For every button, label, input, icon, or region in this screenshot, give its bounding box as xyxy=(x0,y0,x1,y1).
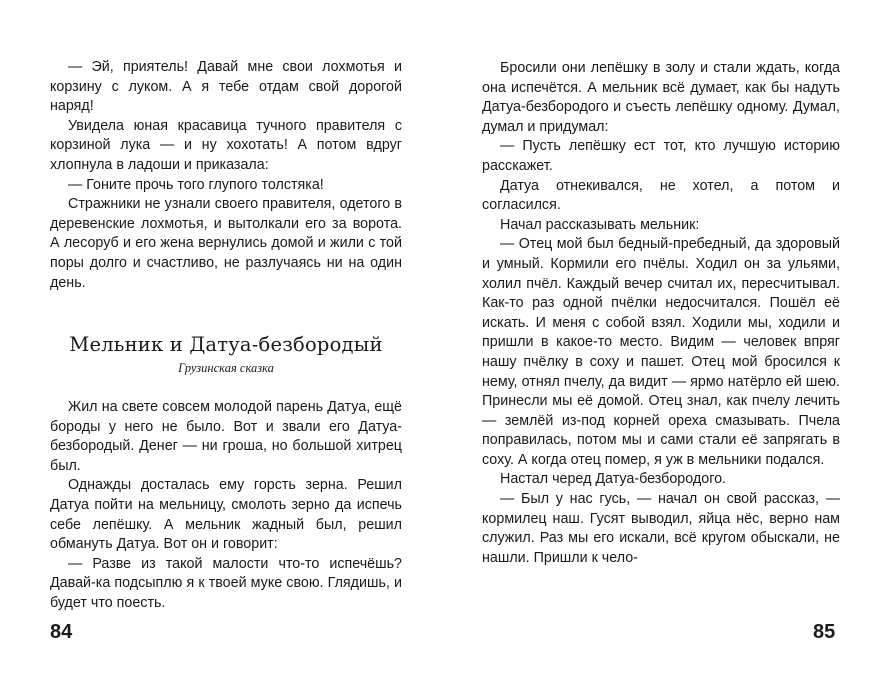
story-subtitle: Грузинская сказка xyxy=(178,361,274,375)
page-number: 85 xyxy=(813,621,836,643)
paragraph: Начал рассказывать мельник: xyxy=(500,216,700,233)
left-top-text xyxy=(50,58,402,293)
paragraph: — Был у нас гусь, — начал он свой рассказ, — кормилец наш. Гусят выводил, яйца нёс, верно нам служил. Раз мы его искали, всё кругом обыскали, не нашли. Пришли к чело- xyxy=(482,491,840,566)
story-text-start xyxy=(50,398,402,614)
story-text-continued xyxy=(482,59,840,568)
story-title: Мельник и Датуа-безбородый xyxy=(69,333,383,356)
paragraph: Однажды досталась ему горсть зерна. Решил Датуа пойти на мельницу, смолоть зерно да испечь себе лепёшку. А мельник жадный был, решил обмануть Датуа. Вот он и говорит: xyxy=(50,477,402,553)
paragraph: — Пусть лепёшку ест тот, кто лучшую историю расскажет. xyxy=(482,138,840,174)
paragraph: — Эй, приятель! Давай мне свои лохмотья и корзину с луком. А я тебе отдам свой дорогой наряд! xyxy=(50,59,402,115)
paragraph: Стражники не узнали своего правителя, одетого в деревенские лохмотья, и вытолкали его за ворота. А лесоруб и его жена вернулись домой и жили с той поры долго и счастливо, не разлучаясь ни на один день. xyxy=(50,196,402,291)
right-page xyxy=(440,0,880,676)
paragraph: — Разве из такой малости что-то испечёшь? Давай-ка подсыплю я к твоей муке свою. Глядишь, и будет что поесть. xyxy=(50,555,402,611)
paragraph: — Отец мой был бедный-пребедный, да здоровый и умный. Кормили его пчёлы. Ходил он за ульями, холил пчёл. Каждый вечер считал их, пересчитывал. Как-то раз одной пчёлки недосчитался. Пошёл её искать. И меня с собой взял. Ходили мы, ходили и пришли в какое-то место. Видим — человек впряг нашу пчёлку в соху и пашет. Отец мой бросился к нему, отнял пчелу, да видит — ярмо натёрло ей шею. Принесли мы её домой. Отец знал, как пчелу лечить — землёй из-под корней ореха смазывать. Пчела поправилась, потом мы и сами стали её запрягать в соху. А когда отец помер, я уж в мельники подался. xyxy=(482,236,840,468)
paragraph: Датуа отнекивался, не хотел, а потом и согласился. xyxy=(482,177,840,214)
paragraph: Настал черед Датуа-безбородого. xyxy=(500,471,727,488)
paragraph: — Гоните прочь того глупого толстяка! xyxy=(68,176,324,193)
paragraph: Жил на свете совсем молодой парень Датуа, ещё бороды у него не было. Вот и звали его Датуа-безбородый. Денег — ни гроша, но большой хитрец был. xyxy=(50,399,402,474)
paragraph: Бросили они лепёшку в золу и стали ждать, когда она испечётся. А мельник всё думает, как бы надуть Датуа-безбородого и съесть лепёшку одному. Думал, думал и придумал: xyxy=(482,60,840,135)
page-number: 84 xyxy=(50,621,73,643)
paragraph: Увидела юная красавица тучного правителя с корзиной лука — и ну хохотать! А потом вдруг хлопнула в ладоши и приказала: xyxy=(50,117,402,173)
